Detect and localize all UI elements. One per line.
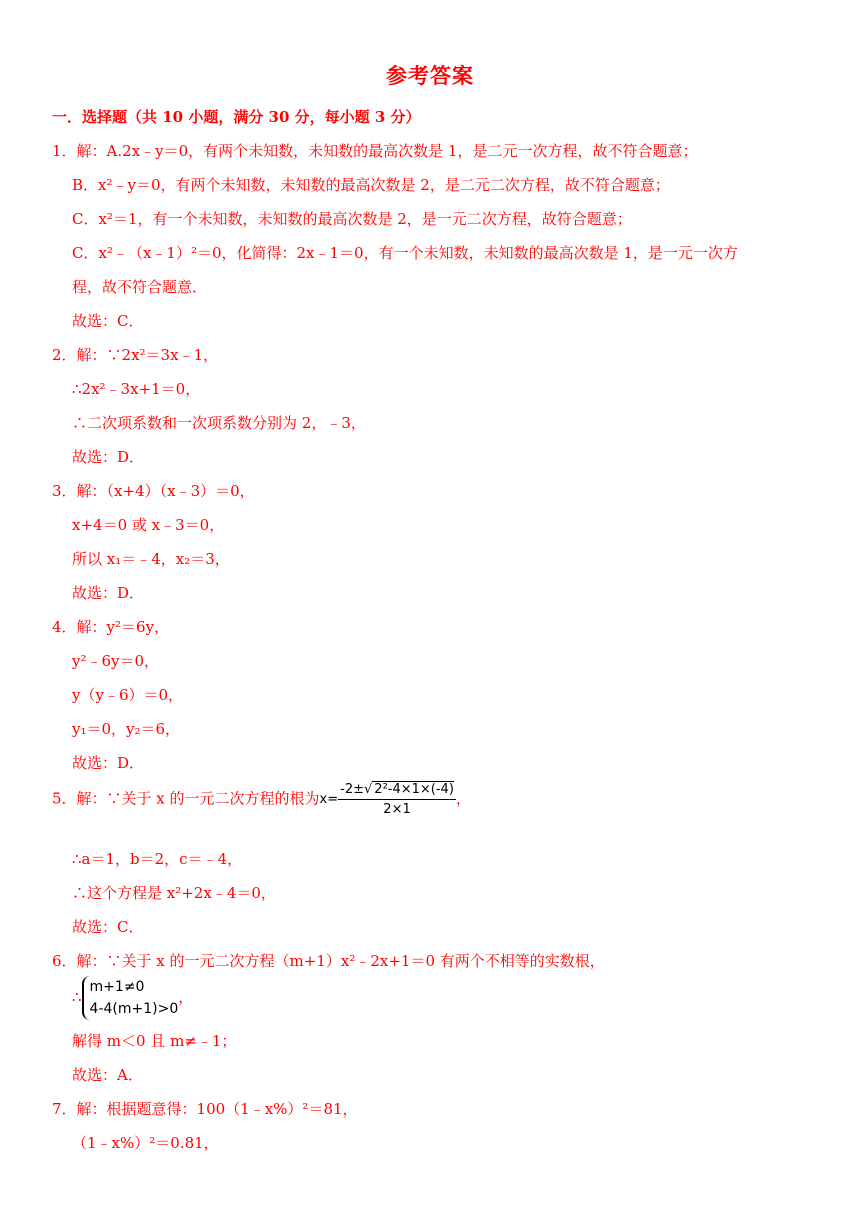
- formula-denominator: 2×1: [383, 802, 411, 817]
- q4-answer: 故选：D．: [72, 754, 145, 772]
- q7-line-2: （1﹣x%）²＝0.81，: [72, 1134, 219, 1152]
- q1-line-2: B．x²﹣y＝0，有两个未知数，未知数的最高次数是 2，是二元二次方程，故不符合题意；: [72, 176, 670, 194]
- section-heading: 一．选择题（共 10 小题，满分 30 分，每小题 3 分）: [52, 108, 421, 126]
- formula-fraction: [338, 782, 456, 817]
- q1-line-5: 程，故不符合题意．: [72, 278, 208, 296]
- q1-line-4: C．x²﹣（x﹣1）²＝0，化简得：2x﹣1＝0，有一个未知数，未知数的最高次数是 1，是一元一次方: [72, 244, 738, 262]
- q5-line-1-text: 5．解：∵关于 x 的一元二次方程的根为: [52, 789, 320, 808]
- inequality-system: [82, 976, 179, 1020]
- q7-line-1: 7．解：根据题意得：100（1﹣x%）²＝81，: [52, 1100, 358, 1118]
- formula-numerator: [338, 782, 456, 800]
- q6-line-2-end: ，: [178, 988, 194, 1006]
- page-title: 参考答案: [386, 63, 474, 88]
- formula-lhs: x=: [319, 792, 339, 807]
- q5-answer: 故选：C．: [72, 918, 144, 936]
- q5-line-2: ∴a＝1，b＝2，c＝﹣4，: [72, 850, 243, 868]
- q5-line-1-end: ，: [455, 789, 471, 808]
- q3-line-1: 3．解：（x+4）（x﹣3）＝0，: [52, 482, 255, 500]
- system-row-1: m+1≠0: [89, 979, 145, 995]
- q2-line-3: ∴二次项系数和一次项系数分别为 2，﹣3，: [72, 414, 366, 432]
- q3-line-2: x+4＝0 或 x﹣3＝0，: [72, 516, 225, 534]
- q3-line-3: 所以 x₁＝﹣4，x₂＝3，: [72, 550, 230, 568]
- q5-line-1: [52, 782, 471, 817]
- q4-line-2: y²﹣6y＝0，: [72, 652, 160, 670]
- q6-therefore: ∴: [72, 988, 82, 1006]
- q2-answer: 故选：D．: [72, 448, 145, 466]
- formula-num-prefix: -2±: [340, 782, 364, 797]
- quadratic-formula: [320, 782, 456, 817]
- q6-line-1: 6．解：∵关于 x 的一元二次方程（m+1）x²﹣2x+1＝0 有两个不相等的实数根，: [52, 952, 605, 970]
- q4-line-1: 4．解：y²＝6y，: [52, 618, 170, 636]
- q6-line-2: [72, 976, 193, 1020]
- q6-line-3: 解得 m＜0 且 m≠﹣1；: [72, 1032, 237, 1050]
- q1-line-3: C．x²＝1，有一个未知数，未知数的最高次数是 2，是一元二次方程，故符合题意；: [72, 210, 632, 228]
- q1-line-1: 1．解：A.2x﹣y＝0，有两个未知数，未知数的最高次数是 1，是二元一次方程，故不符合题意；: [52, 142, 698, 160]
- q3-answer: 故选：D．: [72, 584, 145, 602]
- q1-answer: 故选：C．: [72, 312, 144, 330]
- q4-line-4: y₁＝0，y₂＝6，: [72, 720, 181, 738]
- system-row-2: 4-4(m+1)>0: [89, 1001, 179, 1017]
- q2-line-1: 2．解：∵2x²＝3x﹣1，: [52, 346, 219, 364]
- formula-radicand: 2²-4×1×(-4): [374, 782, 454, 797]
- q4-line-3: y（y﹣6）＝0，: [72, 686, 184, 704]
- q2-line-2: ∴2x²﹣3x+1＝0，: [72, 380, 201, 398]
- sqrt-icon: √: [364, 782, 373, 797]
- q6-answer: 故选：A．: [72, 1066, 143, 1084]
- q5-line-3: ∴这个方程是 x²+2x﹣4＝0，: [72, 884, 276, 902]
